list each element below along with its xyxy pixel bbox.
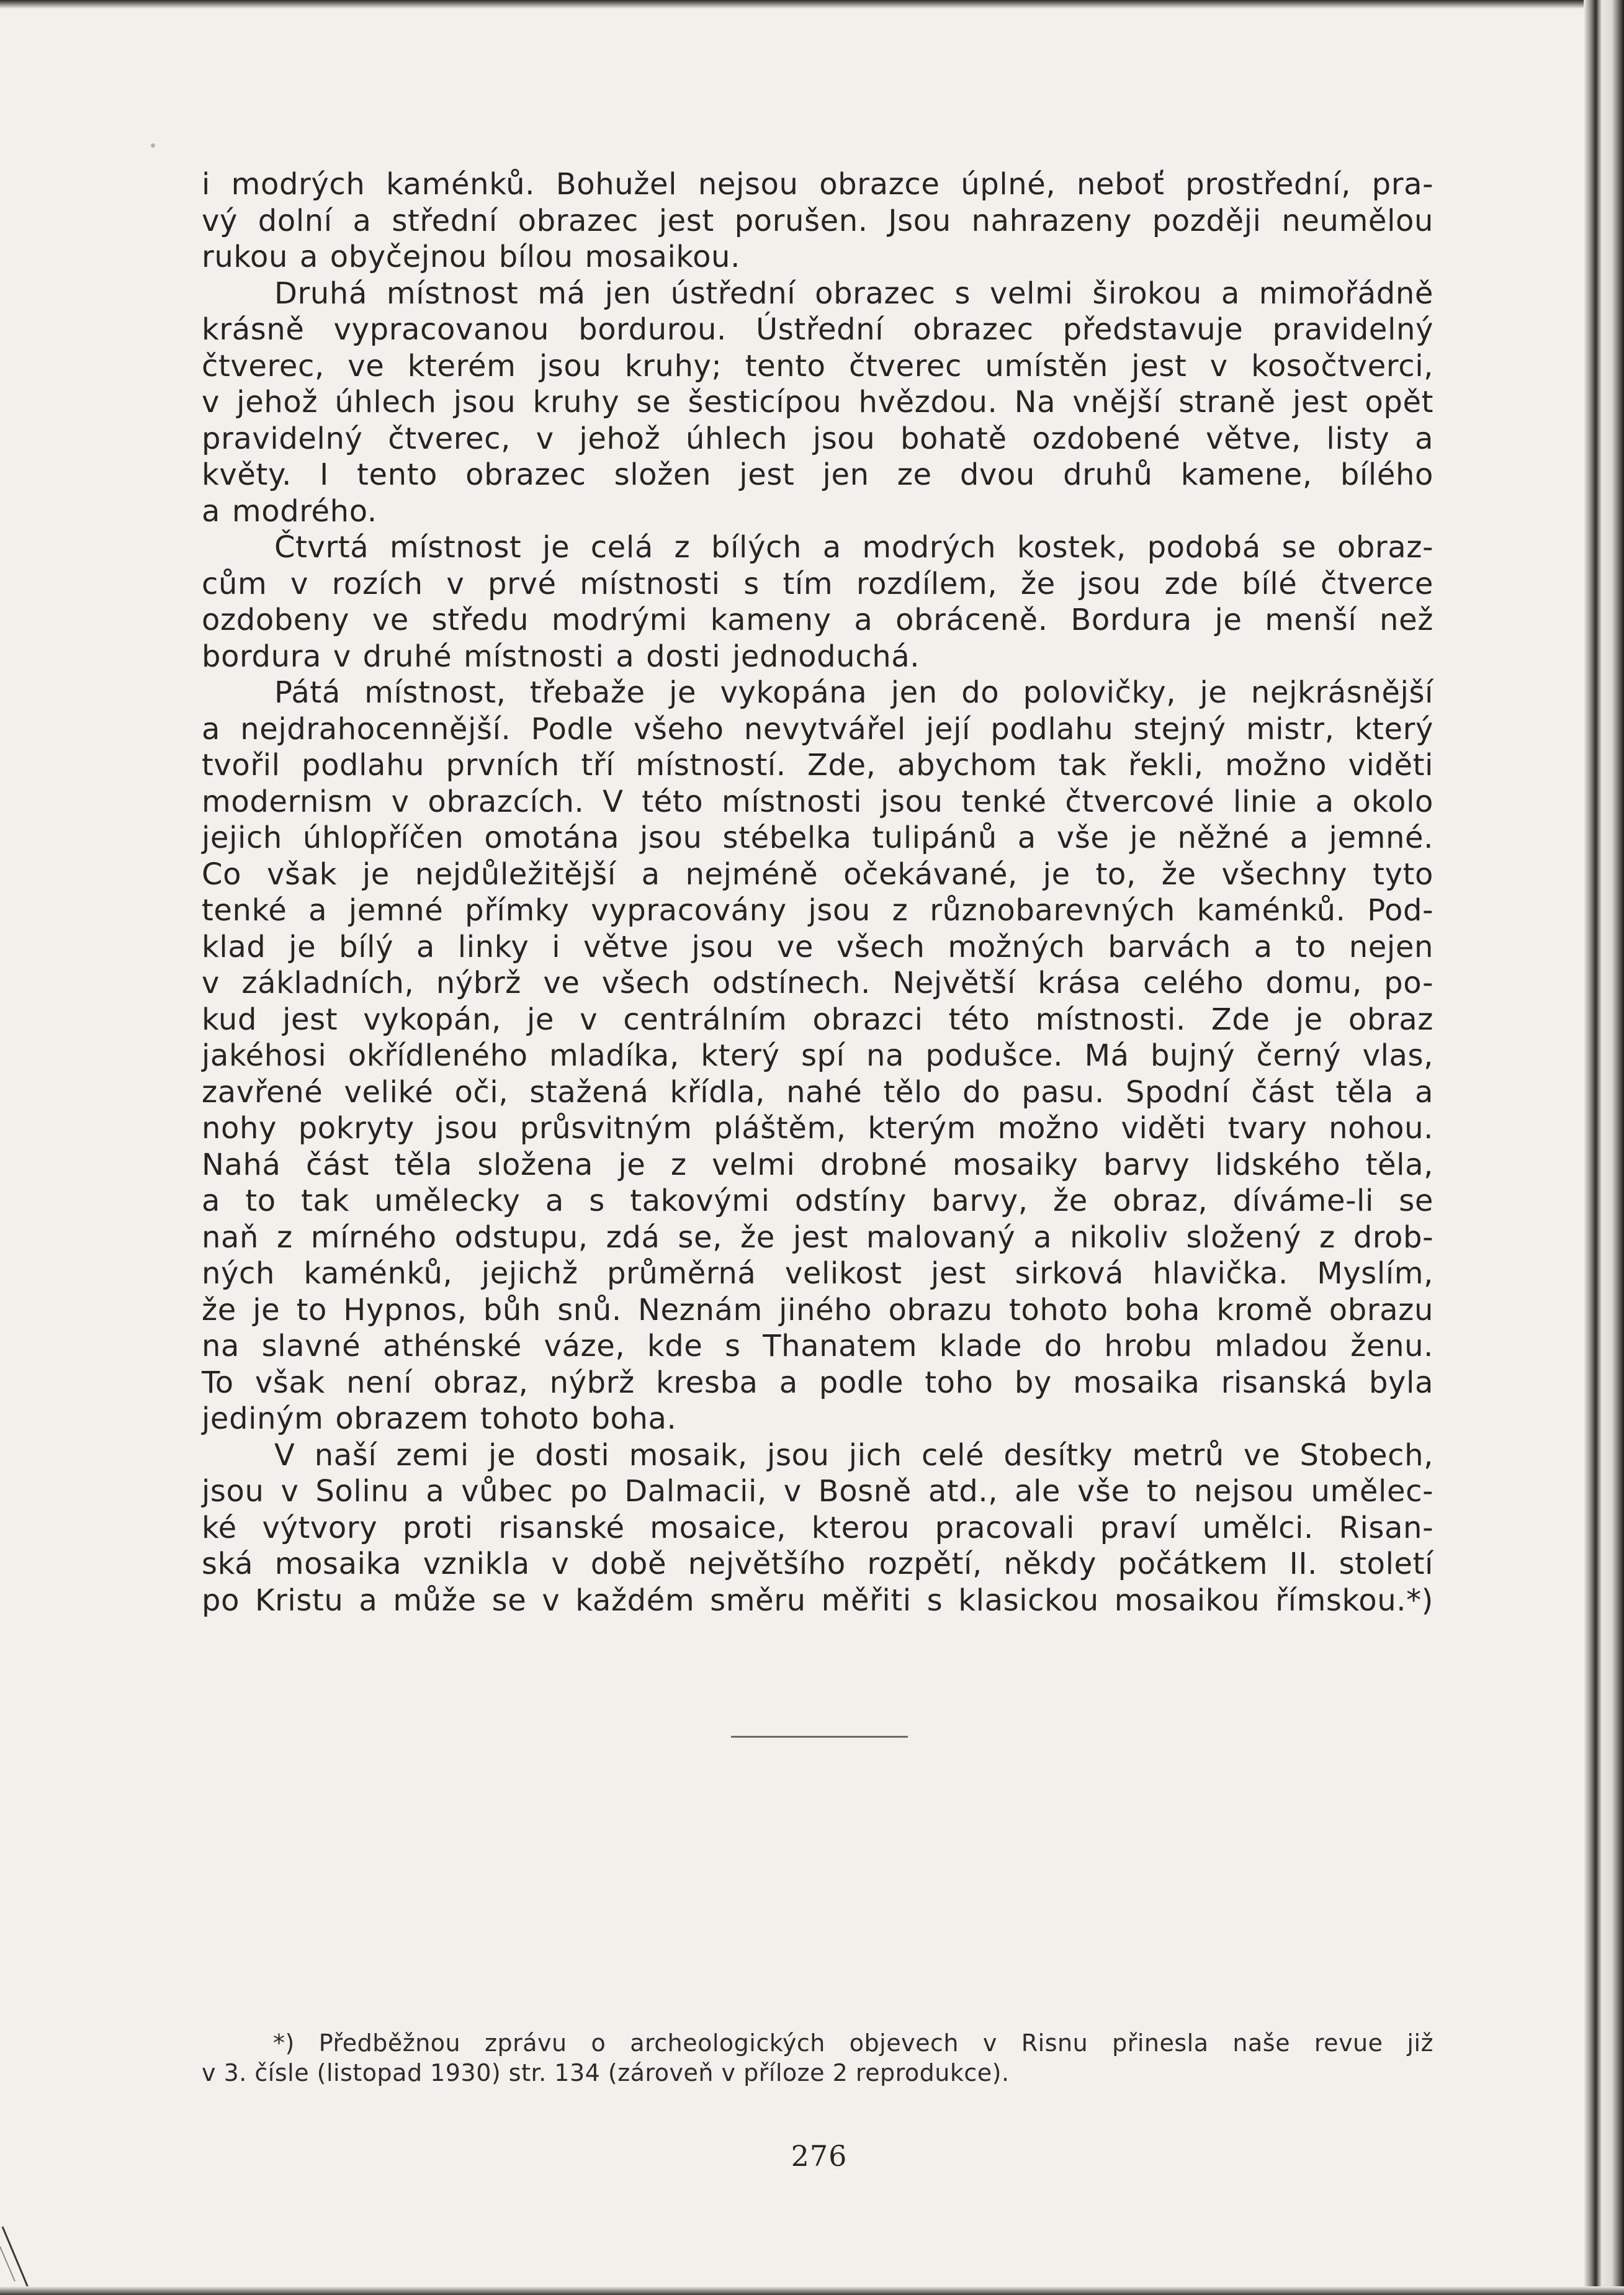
- body-line: Nahá část těla složena je z velmi drobné mosaiky barvy lidského těla,: [202, 1147, 1433, 1182]
- body-line: Druhá místnost má jen ústřední obrazec s velmi širokou a mimořádně: [274, 276, 1433, 311]
- body-line: v jehož úhlech jsou kruhy se šesticípou hvězdou. Na vnější straně jest opět: [202, 385, 1433, 420]
- body-line: nohy pokryty jsou průsvitným pláštěm, kterým možno viděti tvary nohou.: [202, 1111, 1433, 1146]
- top-scan-shadow: [0, 0, 1624, 9]
- body-line: jejich úhlopříčen omotána jsou stébelka tulipánů a vše je něžné a jemné.: [202, 820, 1433, 855]
- body-line: To však není obraz, nýbrž kresba a podle toho by mosaika risanská byla: [202, 1365, 1433, 1400]
- body-line: cům v rozích v prvé místnosti s tím rozdílem, že jsou zde bílé čtverce: [202, 566, 1433, 601]
- bottom-scan-shadow: [0, 2286, 1624, 2295]
- body-line: na slavné athénské váze, kde s Thanatem klade do hrobu mladou ženu.: [202, 1329, 1433, 1363]
- body-line: jediným obrazem tohoto boha.: [202, 1401, 677, 1436]
- footnote-line: *) Předběžnou zprávu o archeologických objevech v Risnu přinesla naše revue již: [273, 2029, 1433, 2057]
- body-line: a nejdrahocennější. Podle všeho nevytvářel její podlahu stejný mistr, který: [202, 711, 1433, 747]
- body-line: ozdobeny ve středu modrými kameny a obráceně. Bordura je menší než: [202, 603, 1433, 637]
- body-line: Pátá místnost, třebaže je vykopána jen do polovičky, je nejkrásnější: [274, 675, 1433, 710]
- page-number: 276: [791, 2139, 848, 2173]
- body-line: modernism v obrazcích. V této místnosti jsou tenké čtvercové linie a okolo: [202, 784, 1433, 819]
- body-line: zavřené veliké oči, stažená křídla, nahé tělo do pasu. Spodní část těla a: [202, 1074, 1433, 1110]
- body-line: bordura v druhé místnosti a dosti jednoduchá.: [202, 639, 920, 674]
- body-line: že je to Hypnos, bůh snů. Neznám jiného obrazu tohoto boha kromě obrazu: [202, 1292, 1433, 1327]
- body-line: naň z mírného odstupu, zdá se, že jest malovaný a nikoliv složený z drob-: [202, 1219, 1433, 1255]
- body-line: krásně vypracovanou bordurou. Ústřední obrazec představuje pravidelný: [202, 312, 1433, 347]
- body-line: a to tak umělecky a s takovými odstíny barvy, že obraz, díváme-li se: [202, 1183, 1433, 1218]
- body-line: tvořil podlahu prvních tří místností. Zde, abychom tak řekli, možno viděti: [202, 748, 1433, 783]
- body-line: čtverec, ve kterém jsou kruhy; tento čtverec umístěn jest v kosočtverci,: [202, 348, 1433, 384]
- body-line: Co však je nejdůležitější a nejméně očekávané, je to, že všechny tyto: [202, 856, 1433, 892]
- section-separator-rule: [731, 1736, 908, 1738]
- body-text: [202, 166, 1433, 1619]
- body-line: kud jest vykopán, je v centrálním obrazci této místnosti. Zde je obraz: [202, 1002, 1433, 1037]
- body-line: rukou a obyčejnou bílou mosaikou.: [202, 240, 740, 274]
- body-line: květy. I tento obrazec složen jest jen ze dvou druhů kamene, bílého: [202, 457, 1433, 492]
- body-line: Čtvrtá místnost je celá z bílých a modrých kostek, podobá se obraz-: [274, 530, 1433, 565]
- body-line: jakéhosi okřídleného mladíka, který spí na podušce. Má bujný černý vlas,: [202, 1038, 1433, 1073]
- body-line: jsou v Solinu a vůbec po Dalmacii, v Bosně atd., ale vše to nejsou umělec-: [202, 1474, 1433, 1509]
- body-line: a modrého.: [202, 493, 377, 529]
- body-line: klad je bílý a linky i větve jsou ve všech možných barvách a to nejen: [202, 929, 1433, 964]
- footnote-line: v 3. čísle (listopad 1930) str. 134 (zároveň v příloze 2 reprodukce).: [202, 2059, 1010, 2086]
- body-line: po Kristu a může se v každém směru měřiti s klasickou mosaikou římskou.*): [202, 1583, 1433, 1618]
- body-line: V naší zemi je dosti mosaik, jsou jich celé desítky metrů ve Stobech,: [274, 1437, 1433, 1473]
- body-line: tenké a jemné přímky vypracovány jsou z různobarevných kaménků. Pod-: [202, 893, 1433, 928]
- body-line: pravidelný čtverec, v jehož úhlech jsou bohatě ozdobené větve, listy a: [202, 421, 1433, 456]
- book-spine-edge: [1584, 0, 1624, 2295]
- body-line: ská mosaika vznikla v době největšího rozpětí, někdy počátkem II. století: [202, 1547, 1433, 1581]
- paper-speck: [151, 143, 155, 148]
- body-line: i modrých kaménků. Bohužel nejsou obrazce úplné, neboť prostřední, pra-: [202, 167, 1433, 202]
- corner-fold-mark: [0, 2222, 37, 2295]
- body-line: ké výtvory proti risanské mosaice, kterou pracovali praví umělci. Risan-: [202, 1510, 1433, 1545]
- footnote: [202, 2028, 1433, 2088]
- body-line: v základních, nýbrž ve všech odstínech. Největší krása celého domu, po-: [202, 966, 1433, 1000]
- body-line: vý dolní a střední obrazec jest porušen. Jsou nahrazeny později neumělou: [202, 203, 1433, 238]
- body-line: ných kaménků, jejichž průměrná velikost jest sirková hlavička. Myslím,: [202, 1256, 1433, 1291]
